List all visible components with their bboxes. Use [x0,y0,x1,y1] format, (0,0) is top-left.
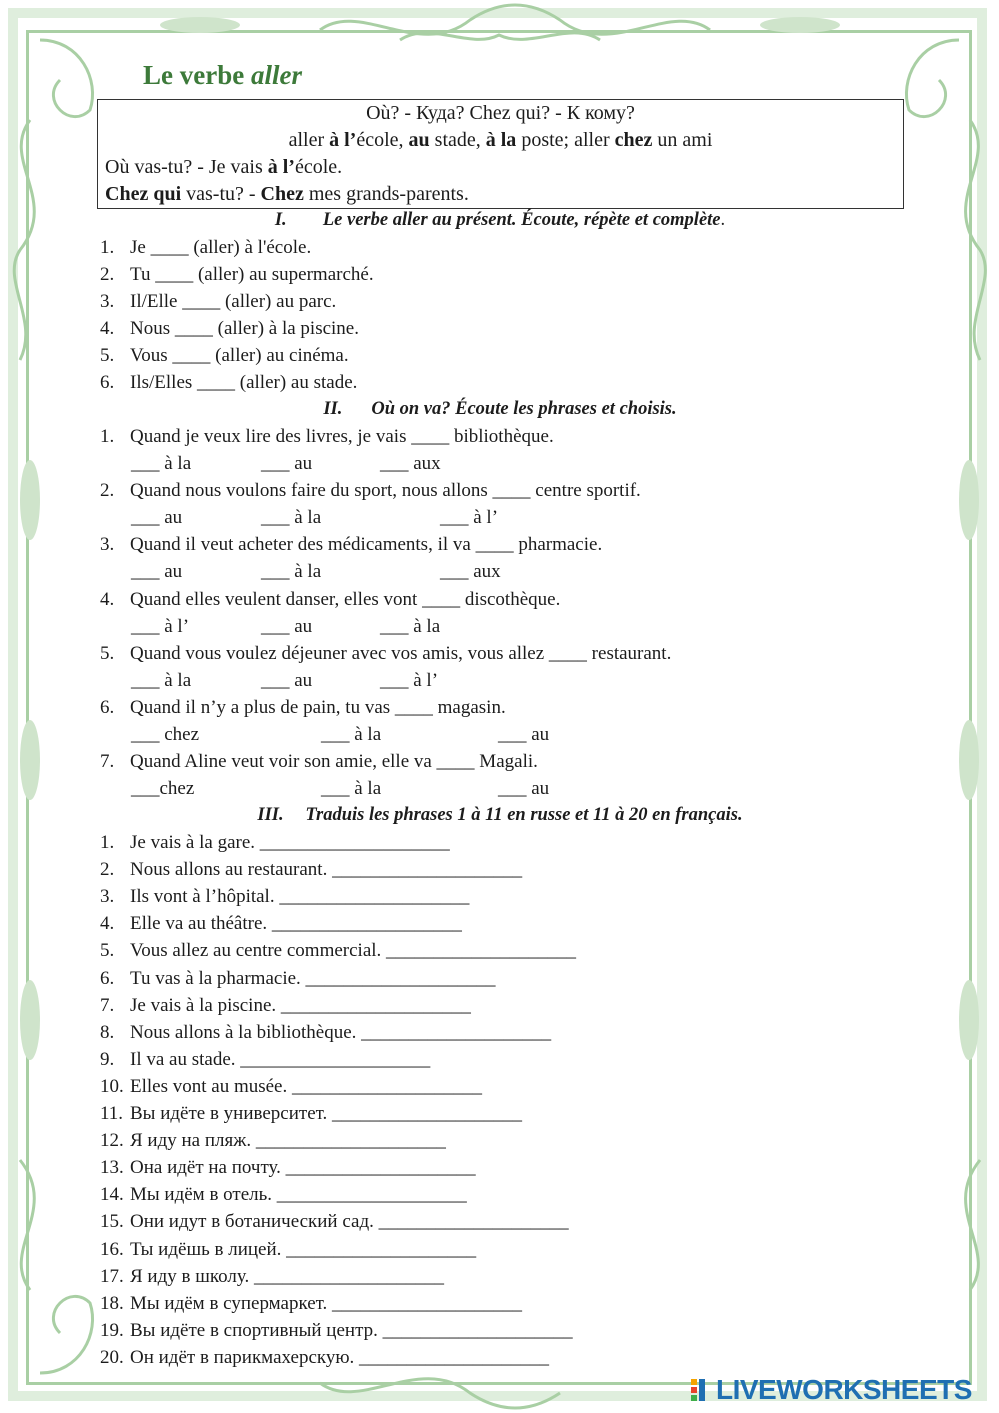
exercise-1-item-text: Il/Elle ____ (aller) au parc. [130,291,337,312]
rules-text: Où vas-tu? - Je vais [105,156,268,178]
exercise-3-item [100,1103,522,1129]
rules-text: un ami [652,129,713,151]
exercise-2-item-text: Quand il n’y a plus de pain, tu vas ____ magasin. [130,697,506,718]
section-3-title: Traduis les phrases 1 à 11 en russe et 11 à 20 en français. [305,805,743,825]
answer-option[interactable]: ___ au [261,669,313,691]
exercise-3-item-text: Elles vont au musée. ____________________ [130,1075,482,1097]
exercise-3-item-text: Я иду на пляж. ____________________ [130,1130,446,1152]
exercise-2-item-text: Quand nous voulons faire du sport, nous allons ____ centre sportif. [130,480,641,502]
answer-option[interactable]: ___ au [261,615,313,637]
rules-text: stade, [429,129,486,151]
rules-bold-text: à l’ [267,156,295,178]
exercise-1-item-number: 3. [100,291,115,312]
exercise-3-item-text: Il va au stade. ____________________ [130,1048,431,1070]
exercise-3-item-number: 19. [100,1319,124,1341]
exercise-1-item-text: Ils/Elles ____ (aller) au stade. [130,372,358,393]
title-main: Le verbe [143,60,251,90]
exercise-1-item [100,264,374,290]
exercise-3-item-text: Nous allons à la bibliothèque. ____________________ [130,1021,552,1043]
rules-line-3 [98,154,903,181]
answer-option[interactable]: ___ à la [261,507,322,529]
exercise-3-item-text: Мы идём в супермаркет. ____________________ [130,1292,523,1314]
exercise-1-item [100,345,349,371]
exercise-2-item [100,426,554,452]
exercise-3-item-text: Он идёт в парикмахерскую. ____________________ [130,1346,550,1368]
section-3-number: III. [257,805,284,825]
exercise-1-item-text: Je ____ (aller) à l'école. [130,237,312,258]
rules-text: vas-tu? - [181,183,261,205]
answer-option[interactable]: ___ au [498,778,550,800]
exercise-2-item-text: Quand vous voulez déjeuner avec vos amis, vous allez ____ restaurant. [130,642,672,664]
answer-option[interactable]: ___ aux [440,561,501,583]
rules-text: aller [288,129,330,151]
exercise-3-item-text: Je vais à la gare. ____________________ [130,832,450,853]
exercise-3-item [100,1320,573,1346]
exercise-2-item [100,480,641,506]
section-1-heading [100,210,900,231]
answer-option[interactable]: ___ à la [321,778,382,800]
exercise-2-item [100,534,602,560]
rules-text: école. [294,156,343,178]
exercise-2-item-text: Quand je veux lire des livres, je vais ____ bibliothèque. [130,426,554,447]
answer-option[interactable]: ___ à l’ [131,615,190,637]
grammar-rules-box [97,99,904,209]
rules-bold-text: à la [485,129,517,151]
exercise-1-item-text: Nous ____ (aller) à la piscine. [130,318,359,339]
answer-option[interactable]: ___ à la [131,669,192,691]
exercise-3-item [100,859,522,885]
exercise-3-item-text: Tu vas à la pharmacie. ____________________ [130,967,496,989]
exercise-3-item [100,1157,476,1183]
exercise-3-item-text: Nous allons au restaurant. ____________________ [130,859,523,881]
exercise-2-item [100,643,671,669]
exercise-3-item-number: 15. [100,1211,124,1233]
exercise-3-item [100,1076,482,1102]
exercise-3-item-text: Vous allez au centre commercial. ____________________ [130,940,577,962]
exercise-3-item [100,1049,430,1075]
exercise-2-item-text: Quand il veut acheter des médicaments, il va ____ pharmacie. [130,534,603,556]
exercise-2-item [100,697,506,723]
exercise-2-item [100,751,538,777]
exercise-2-item-text: Quand elles veulent danser, elles vont ____ discothèque. [130,588,561,610]
rules-bold-text: Chez [260,183,304,205]
answer-option[interactable]: ___ au [131,561,183,583]
exercise-3-item-text: Мы идём в отель. ____________________ [130,1184,467,1206]
rules-bold-text: chez [614,129,653,151]
rules-bold-text: au [408,129,430,151]
exercise-3-item-number: 14. [100,1184,124,1206]
exercise-3-item-number: 3. [100,886,115,908]
exercise-3-item [100,1239,476,1265]
rules-bold-text: à l’ [329,129,357,151]
answer-option[interactable]: ___ au [131,507,183,529]
exercise-3-item-number: 9. [100,1048,115,1070]
rules-text: poste; aller [516,129,615,151]
exercise-3-item-number: 5. [100,940,115,962]
exercise-2-item-number: 6. [100,697,115,718]
exercise-2-item-number: 7. [100,751,115,773]
section-1-title-end: . [720,210,726,230]
exercise-2-item-number: 2. [100,480,115,502]
exercise-3-item-number: 12. [100,1130,124,1152]
exercise-1-item [100,318,359,344]
exercise-1-item-number: 4. [100,318,115,339]
exercise-3-item [100,1266,444,1292]
exercise-1-item [100,237,311,263]
exercise-3-item-number: 18. [100,1292,124,1314]
answer-option[interactable]: ___ à la [321,724,382,745]
section-2-heading [100,399,900,420]
exercise-3-item [100,913,462,939]
section-3-heading [100,805,900,826]
exercise-3-item-number: 6. [100,967,115,989]
rules-line-2 [98,127,903,154]
exercise-3-item-text: Вы идёте в спортивный центр. ____________________ [130,1319,573,1341]
exercise-3-item-number: 1. [100,832,115,853]
exercise-2-item-number: 1. [100,426,115,447]
section-2-title: Où on va? Écoute les phrases et choisis. [371,399,677,419]
exercise-3-item-text: Они идут в ботанический сад. ____________________ [130,1211,569,1233]
answer-option[interactable]: ___ à l’ [440,507,499,529]
exercise-3-item [100,832,450,858]
exercise-3-item [100,1184,467,1210]
title-emphasis: aller [250,60,302,90]
answer-option[interactable]: ___ à l’ [380,669,439,691]
answer-option[interactable]: ___ à la [380,615,441,637]
rules-text: école, [356,129,409,151]
exercise-3-item [100,1022,551,1048]
exercise-3-item-number: 4. [100,913,115,935]
exercise-1-item-text: Vous ____ (aller) au cinéma. [130,345,349,366]
exercise-3-item [100,995,471,1021]
rules-line-1: Où? - Куда? Chez qui? - К кому? [366,102,635,124]
liveworksheets-logo [690,1375,972,1405]
exercise-1-item [100,372,357,398]
exercise-3-item-text: Elle va au théâtre. ____________________ [130,913,462,935]
exercise-3-item [100,968,496,994]
answer-option[interactable]: ___ chez [131,724,200,745]
exercise-3-item-number: 16. [100,1238,124,1260]
exercise-3-item-text: Она идёт на почту. ____________________ [130,1157,476,1179]
exercise-3-item-text: Я иду в школу. ____________________ [130,1265,444,1287]
exercise-3-item-number: 2. [100,859,115,881]
liveworksheets-text: LIVEWORKSHEETS [716,1374,972,1405]
exercise-2-item-number: 5. [100,642,115,664]
exercise-2-item-number: 4. [100,588,115,610]
exercise-3-item-text: Ils vont à l’hôpital. ____________________ [130,886,470,908]
rules-bold-text: Chez qui [105,183,182,205]
section-2-number: II. [323,399,343,419]
answer-option[interactable]: ___ au [498,724,550,745]
answer-option[interactable]: ___ au [261,453,313,474]
exercise-3-item-number: 17. [100,1265,124,1287]
exercise-3-item-number: 13. [100,1157,124,1179]
exercise-1-item-number: 2. [100,264,115,285]
exercise-3-item [100,1211,569,1237]
exercise-3-item [100,1130,446,1156]
answer-option[interactable]: ___ à la [261,561,322,583]
rules-text: mes grands-parents. [303,183,469,205]
exercise-1-item-number: 6. [100,372,115,393]
exercise-3-item-text: Вы идёте в университет. ____________________ [130,1103,523,1124]
answer-option[interactable]: ___ aux [380,453,441,474]
answer-option[interactable]: ___ à la [131,453,192,474]
exercise-2-item-text: Quand Aline veut voir son amie, elle va ____ Magali. [130,751,538,773]
section-1-number: I. [274,210,287,230]
exercise-2-item-number: 3. [100,534,115,556]
rules-line-4 [98,181,903,208]
page-title [143,60,302,91]
exercise-3-item-number: 7. [100,994,115,1016]
exercise-3-item-number: 11. [100,1103,124,1124]
answer-option[interactable]: ___chez [131,778,195,800]
exercise-3-item [100,1293,522,1319]
exercise-3-item [100,1347,549,1373]
exercise-3-item-text: Je vais à la piscine. ____________________ [130,994,471,1016]
exercise-3-item-number: 8. [100,1021,115,1043]
exercise-3-item-number: 20. [100,1346,124,1368]
exercise-3-item [100,886,469,912]
exercise-3-item [100,940,576,966]
exercise-3-item-number: 10. [100,1075,124,1097]
exercise-1-item [100,291,336,317]
exercise-3-item-text: Ты идёшь в лицей. ____________________ [130,1238,477,1260]
section-1-title: Le verbe aller au présent. Écoute, répète et complète [322,210,721,230]
exercise-1-item-number: 5. [100,345,115,366]
liveworksheets-icon [690,1377,714,1403]
exercise-2-item [100,589,560,615]
exercise-1-item-text: Tu ____ (aller) au supermarché. [130,264,374,285]
exercise-1-item-number: 1. [100,237,115,258]
